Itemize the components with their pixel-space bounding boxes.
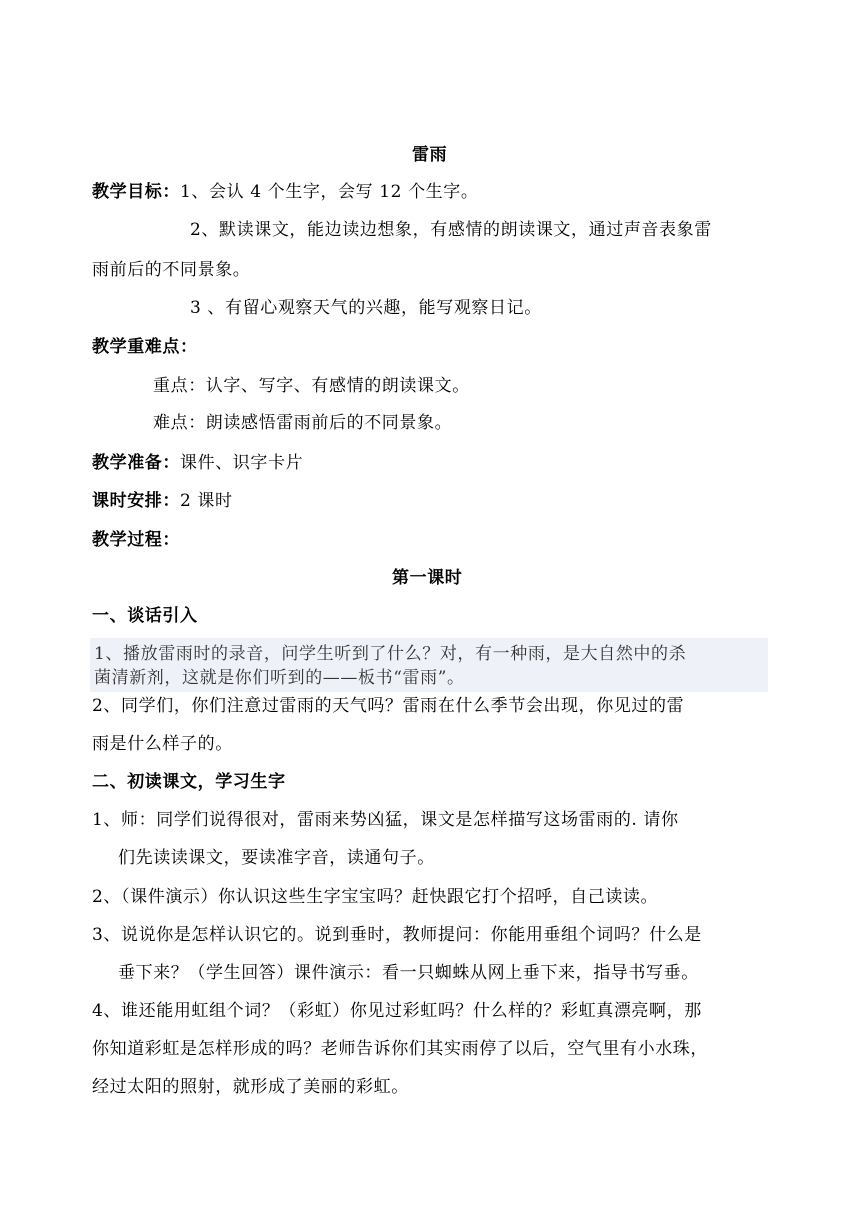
objective-item-2-line-1: 2、默读课文，能边读边想象，有感情的朗读课文，通过声音表象雷 [190,220,712,240]
reading-paragraph-3-line-2: 垂下来？（学生回答）课件演示：看一只蜘蛛从网上垂下来，指导书写垂。 [118,963,699,983]
reading-paragraph-4-line-2: 你知道彩虹是怎样形成的吗？老师告诉你们其实雨停了以后，空气里有小水珠， [92,1039,708,1059]
intro-paragraph-2-line-2: 雨是什么样子的。 [92,734,233,754]
schedule-row [92,490,233,512]
schedule-value: 2 课时 [180,491,233,511]
reading-paragraph-1-line-1: 1、师：同学们说得很对，雷雨来势凶猛，课文是怎样描写这场雷雨的. 请你 [92,810,679,830]
preparation-value: 课件、识字卡片 [180,453,304,473]
schedule-label: 课时安排： [92,491,180,511]
reading-paragraph-2: 2、（课件演示）你认识这些生字宝宝吗？赶快跟它打个招呼，自己读读。 [92,887,659,907]
reading-paragraph-1-line-2: 们先读读课文，要读准字音，读通句子。 [118,848,435,868]
objective-item-1: 1、会认 4 个生字，会写 12 个生字。 [180,182,479,202]
key-point-focus: 重点：认字、写字、有感情的朗读课文。 [153,376,470,396]
preparation-label: 教学准备： [92,453,180,473]
objective-item-2-line-2: 雨前后的不同景象。 [92,260,251,280]
key-points-label: 教学重难点： [92,337,198,357]
key-point-difficulty: 难点：朗读感悟雷雨前后的不同景象。 [153,413,453,433]
objectives-label: 教学目标： [92,182,180,202]
intro-paragraph-1-line-2: 菌清新剂，这就是你们听到的——板书“雷雨”。 [94,668,465,688]
objective-item-3: 3 、有留心观察天气的兴趣，能写观察日记。 [190,298,542,318]
lesson-heading: 第一课时 [392,568,463,588]
preparation-row [92,452,303,474]
reading-paragraph-4-line-3: 经过太阳的照射，就形成了美丽的彩虹。 [92,1077,409,1097]
reading-paragraph-3-line-1: 3、说说你是怎样认识它的。说到垂时，教师提问：你能用垂组个词吗？什么是 [92,925,702,945]
objectives-row [92,181,478,203]
section-heading-intro: 一、谈话引入 [92,606,198,626]
reading-paragraph-4-line-1: 4、谁还能用虹组个词？（彩虹）你见过彩虹吗？什么样的？彩虹真漂亮啊，那 [92,1001,702,1021]
document-title: 雷雨 [412,145,448,165]
intro-paragraph-1-line-1: 1、播放雷雨时的录音，问学生听到了什么？对，有一种雨，是大自然中的杀 [94,644,687,664]
section-heading-reading: 二、初读课文，学习生字 [92,772,286,792]
intro-paragraph-2-line-1: 2、同学们，你们注意过雷雨的天气吗？雷雨在什么季节会出现，你见过的雷 [92,696,685,716]
process-label: 教学过程： [92,530,180,550]
